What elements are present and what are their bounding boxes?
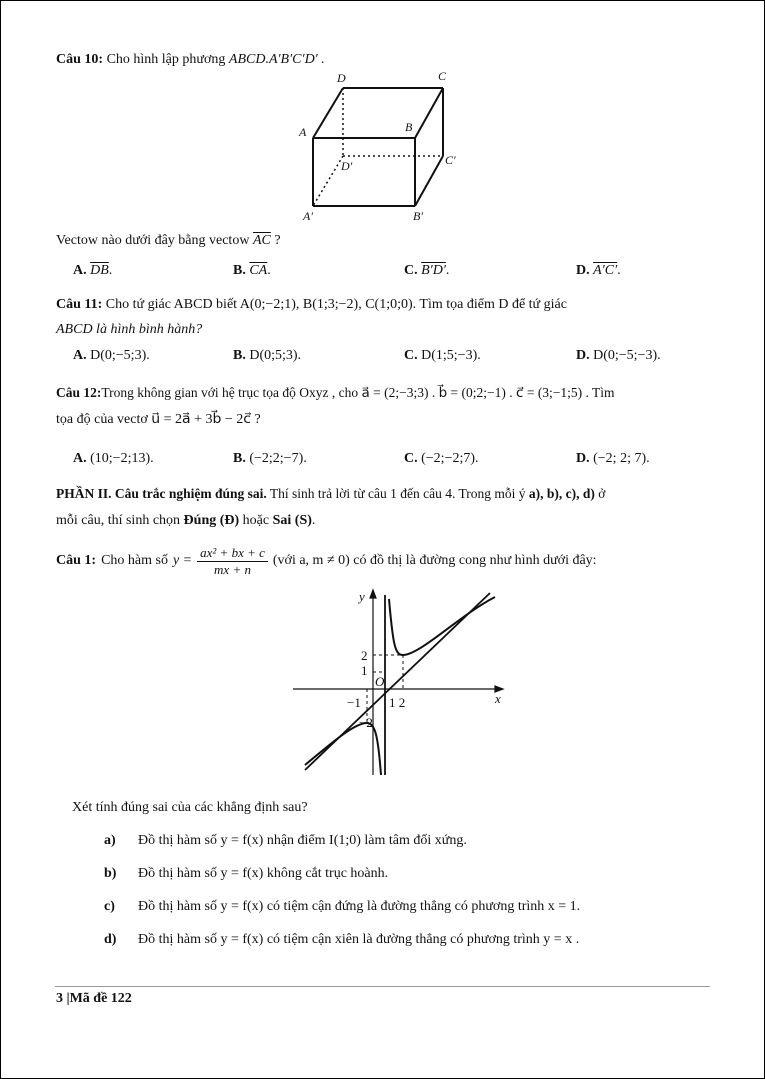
page-footer: 3 |Mã đề 122: [56, 991, 132, 1006]
q12-line1: Câu 12:Trong không gian với hệ trục tọa độ Oxyz , cho a⃗ = (2;−3;3) . b⃗ = (0;2;−1) . c⃗ = (3;−1;5) . Tìm: [56, 385, 615, 400]
graph-label-y: y: [359, 589, 365, 604]
graph-label-x12: 1 2: [389, 695, 406, 710]
q11-line1: Câu 11: Cho tứ giác ABCD biết A(0;−2;1), B(1;3;−2), C(1;0;0). Tìm tọa điểm D để tứ giác: [56, 297, 567, 312]
q10-option-d[interactable]: D. A′C′.: [576, 263, 621, 278]
graph-label-one: 1: [361, 663, 368, 678]
q1-statement-a[interactable]: a) Đồ thị hàm số y = f(x) nhận điểm I(1;0) làm tâm đối xứng.: [104, 833, 467, 848]
q12-option-b[interactable]: B. (−2;2;−7).: [233, 451, 307, 466]
q10-label: Câu 10:: [56, 52, 104, 67]
part2-line2: mỗi câu, thí sinh chọn Đúng (Đ) hoặc Sai (S).: [56, 513, 316, 528]
q1-statement-c[interactable]: c) Đồ thị hàm số y = f(x) có tiệm cận đứng là đường thẳng có phương trình x = 1.: [104, 899, 581, 914]
q12-line2: tọa độ của vectơ u⃗ = 2a⃗ + 3b⃗ − 2c⃗ ?: [56, 412, 261, 427]
q11-option-d[interactable]: D. D(0;−5;−3).: [576, 348, 661, 363]
cube-label-b1: B′: [413, 209, 423, 223]
q10-target-vector: $\overline{AC}$: [252, 233, 271, 248]
part2-line1: PHẦN II. Câu trắc nghiệm đúng sai. Thí sinh trả lời từ câu 1 đến câu 4. Trong mỗi ý a), b), c), d) ở: [56, 486, 606, 501]
q10-text: Cho hình lập phương: [106, 52, 226, 67]
q12-option-c[interactable]: C. (−2;−2;7).: [404, 451, 479, 466]
q12-option-d[interactable]: D. (−2; 2; 7).: [576, 451, 650, 466]
q11-line2: ABCD là hình bình hành?: [56, 322, 203, 337]
q10-question: Vectow nào dưới đây bằng vectow $\overline{AC}$ ?: [56, 233, 281, 248]
q1-line: Câu 1: Cho hàm số y = $\frac{\text{ax² + bx + c}}{mx + n}$ (với a, m ≠ 0) có đồ thị là đường cong như hình dưới đây:: [56, 544, 597, 577]
q10-option-b[interactable]: B. $\overline{CA}$.: [233, 263, 271, 278]
q1-statement-b[interactable]: b) Đồ thị hàm số y = f(x) không cắt trục hoành.: [104, 866, 389, 881]
graph-label-two: 2: [361, 648, 368, 663]
q1-prompt: Xét tính đúng sai của các khẳng định sau?: [72, 800, 308, 815]
q1-label: Câu 1:: [56, 553, 97, 568]
q12-label: Câu 12:: [56, 385, 102, 400]
function-graph: [285, 585, 515, 780]
cube-label-b: B: [405, 120, 413, 134]
cube-label-c1: C′: [445, 153, 456, 167]
cube-label-a: A: [299, 125, 307, 139]
cube-label-d: D: [337, 71, 346, 85]
cube-label-a1: A′: [303, 209, 313, 223]
cube-label-d1: D′: [341, 159, 353, 173]
q11-option-c[interactable]: C. D(1;5;−3).: [404, 348, 481, 363]
graph-label-origin: O: [375, 674, 385, 689]
q11-option-a[interactable]: A. D(0;−5;3).: [73, 348, 150, 363]
q11-label: Câu 11:: [56, 297, 103, 312]
q10-line: [56, 50, 325, 70]
q1-fraction: $\frac{\text{ax² + bx + c}}{mx + n}$: [197, 545, 268, 578]
cube-label-c: C: [438, 69, 447, 83]
q11-option-b[interactable]: B. D(0;5;3).: [233, 348, 302, 363]
q10-shape: ABCD.A′B′C′D′ .: [228, 52, 325, 67]
graph-label-x: x: [495, 691, 501, 706]
footer-divider: [55, 986, 710, 987]
q10-option-a[interactable]: A. $\overline{DB}$.: [73, 263, 113, 278]
q12-option-a[interactable]: A. (10;−2;13).: [73, 451, 154, 466]
graph-label-neg1: −1: [347, 695, 361, 710]
graph-label-neg2: −2: [359, 715, 373, 730]
q10-option-c[interactable]: C. B′D′.: [404, 263, 450, 278]
cube-figure: [295, 68, 470, 228]
part2-heading: PHẦN II. Câu trắc nghiệm đúng sai.: [56, 486, 267, 501]
q1-statement-d[interactable]: d) Đồ thị hàm số y = f(x) có tiệm cận xiên là đường thẳng có phương trình y = x .: [104, 932, 580, 947]
